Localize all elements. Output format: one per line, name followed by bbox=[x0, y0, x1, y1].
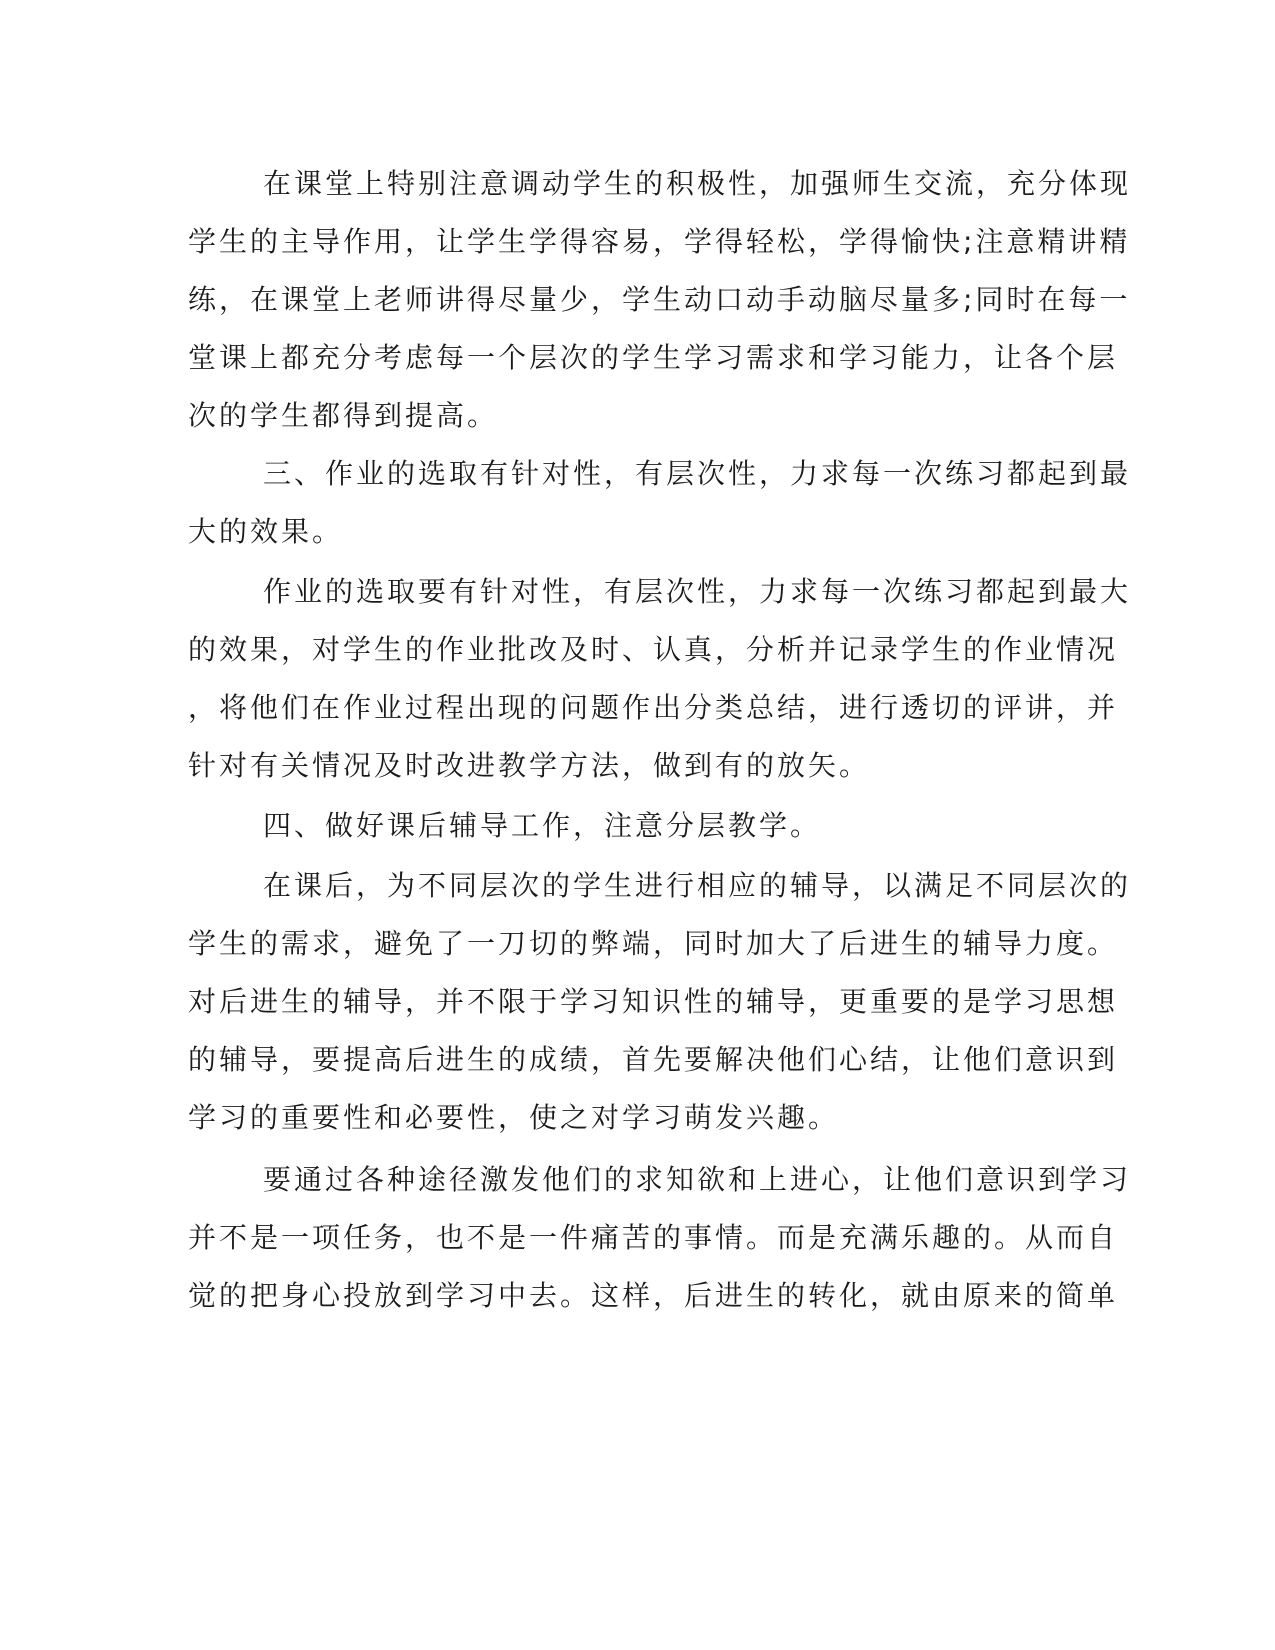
section-heading: 三、作业的选取有针对性，有层次性，力求每一次练习都起到最 bbox=[263, 457, 1132, 490]
section-heading: 大的效果。 bbox=[188, 515, 344, 548]
text-line: 练，在课堂上老师讲得尽量少，学生动口动手动脑尽量多;同时在每一 bbox=[188, 283, 1131, 316]
text-line: 作业的选取要有针对性，有层次性，力求每一次练习都起到最大 bbox=[263, 575, 1132, 608]
text-line: ，将他们在作业过程出现的问题作出分类总结，进行透切的评讲，并 bbox=[188, 691, 1119, 724]
text-line: 学习的重要性和必要性，使之对学习萌发兴趣。 bbox=[188, 1101, 840, 1134]
text-line: 对后进生的辅导，并不限于学习知识性的辅导，更重要的是学习思想 bbox=[188, 985, 1119, 1018]
text-line: 堂课上都充分考虑每一个层次的学生学习需求和学习能力，让各个层 bbox=[188, 341, 1119, 374]
text-line: 次的学生都得到提高。 bbox=[188, 399, 499, 432]
text-line: 针对有关情况及时改进教学方法，做到有的放矢。 bbox=[188, 749, 871, 782]
text-line: 在课堂上特别注意调动学生的积极性，加强师生交流，充分体现 bbox=[263, 167, 1132, 200]
text-line: 的辅导，要提高后进生的成绩，首先要解决他们心结，让他们意识到 bbox=[188, 1043, 1119, 1076]
text-line: 的效果，对学生的作业批改及时、认真，分析并记录学生的作业情况 bbox=[188, 633, 1119, 666]
text-line: 觉的把身心投放到学习中去。这样，后进生的转化，就由原来的简单 bbox=[188, 1279, 1119, 1312]
section-heading: 四、做好课后辅导工作，注意分层教学。 bbox=[263, 809, 822, 842]
text-line: 学生的主导作用，让学生学得容易，学得轻松，学得愉快;注意精讲精 bbox=[188, 225, 1131, 258]
text-line: 要通过各种途径激发他们的求知欲和上进心，让他们意识到学习 bbox=[263, 1163, 1132, 1196]
text-line: 学生的需求，避免了一刀切的弊端，同时加大了后进生的辅导力度。 bbox=[188, 927, 1119, 960]
text-line: 在课后，为不同层次的学生进行相应的辅导，以满足不同层次的 bbox=[263, 869, 1132, 902]
text-line: 并不是一项任务，也不是一件痛苦的事情。而是充满乐趣的。从而自 bbox=[188, 1221, 1119, 1254]
